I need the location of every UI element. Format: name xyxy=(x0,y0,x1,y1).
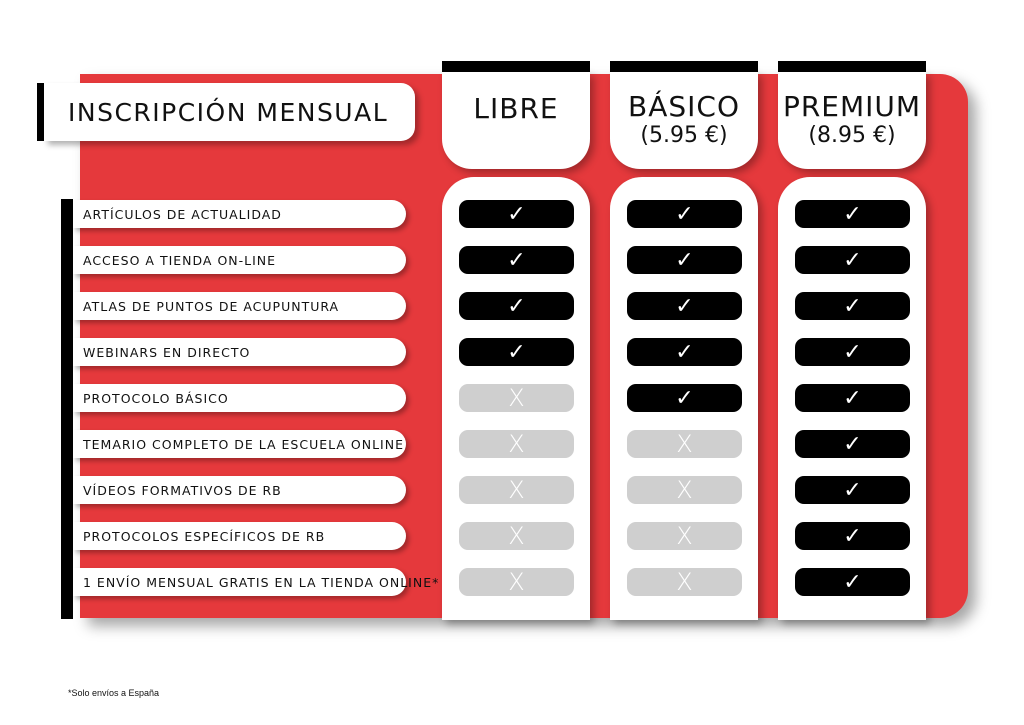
feature-label: 1 ENVÍO MENSUAL GRATIS EN LA TIENDA ONLINE* xyxy=(83,574,440,590)
check-icon: ✓ xyxy=(627,200,742,228)
page-title: INSCRIPCIÓN MENSUAL xyxy=(68,97,389,127)
cross-icon: X xyxy=(627,430,742,458)
check-icon: ✓ xyxy=(795,430,910,458)
plan-header-libre xyxy=(442,72,590,169)
feature-label: TEMARIO COMPLETO DE LA ESCUELA ONLINE xyxy=(83,436,404,452)
features-accent-bar xyxy=(61,199,73,619)
plan-top-bar xyxy=(778,61,926,72)
cross-icon: X xyxy=(627,568,742,596)
feature-label: PROTOCOLOS ESPECÍFICOS DE RB xyxy=(83,528,326,544)
check-icon: ✓ xyxy=(795,246,910,274)
check-icon: ✓ xyxy=(627,246,742,274)
plan-price: (8.95 €) xyxy=(808,122,896,148)
feature-label: VÍDEOS FORMATIVOS DE RB xyxy=(83,482,282,498)
check-icon: ✓ xyxy=(459,338,574,366)
plan-price: (5.95 €) xyxy=(640,122,728,148)
plan-name: PREMIUM xyxy=(782,89,922,123)
feature-row xyxy=(73,292,406,320)
check-icon: ✓ xyxy=(795,522,910,550)
feature-row xyxy=(73,430,406,458)
cross-icon: X xyxy=(627,476,742,504)
check-icon: ✓ xyxy=(459,246,574,274)
title-box xyxy=(44,83,415,141)
feature-row xyxy=(73,568,440,596)
feature-label: PROTOCOLO BÁSICO xyxy=(83,390,229,406)
plan-name: BÁSICO xyxy=(628,89,740,123)
plan-header-básico xyxy=(610,72,758,169)
cross-icon: X xyxy=(459,384,574,412)
cross-icon: X xyxy=(459,430,574,458)
check-icon: ✓ xyxy=(795,292,910,320)
check-icon: ✓ xyxy=(459,292,574,320)
plan-name: LIBRE xyxy=(473,92,559,125)
feature-label: ATLAS DE PUNTOS DE ACUPUNTURA xyxy=(83,298,340,314)
cross-icon: X xyxy=(459,476,574,504)
plan-header-premium xyxy=(778,72,926,169)
check-icon: ✓ xyxy=(795,338,910,366)
check-icon: ✓ xyxy=(627,292,742,320)
feature-row xyxy=(73,200,406,228)
cross-icon: X xyxy=(459,522,574,550)
feature-row xyxy=(73,338,406,366)
cross-icon: X xyxy=(459,568,574,596)
plan-top-bar xyxy=(610,61,758,72)
plan-top-bar xyxy=(442,61,590,72)
feature-row xyxy=(73,246,406,274)
check-icon: ✓ xyxy=(795,476,910,504)
check-icon: ✓ xyxy=(795,200,910,228)
feature-label: WEBINARS EN DIRECTO xyxy=(83,344,251,360)
check-icon: ✓ xyxy=(627,384,742,412)
footnote: *Solo envíos a España xyxy=(68,688,160,698)
cross-icon: X xyxy=(627,522,742,550)
feature-row xyxy=(73,384,406,412)
feature-row xyxy=(73,522,406,550)
check-icon: ✓ xyxy=(459,200,574,228)
feature-row xyxy=(73,476,406,504)
check-icon: ✓ xyxy=(795,384,910,412)
feature-label: ARTÍCULOS DE ACTUALIDAD xyxy=(83,206,282,222)
check-icon: ✓ xyxy=(627,338,742,366)
feature-label: ACCESO A TIENDA ON-LINE xyxy=(83,252,277,268)
check-icon: ✓ xyxy=(795,568,910,596)
